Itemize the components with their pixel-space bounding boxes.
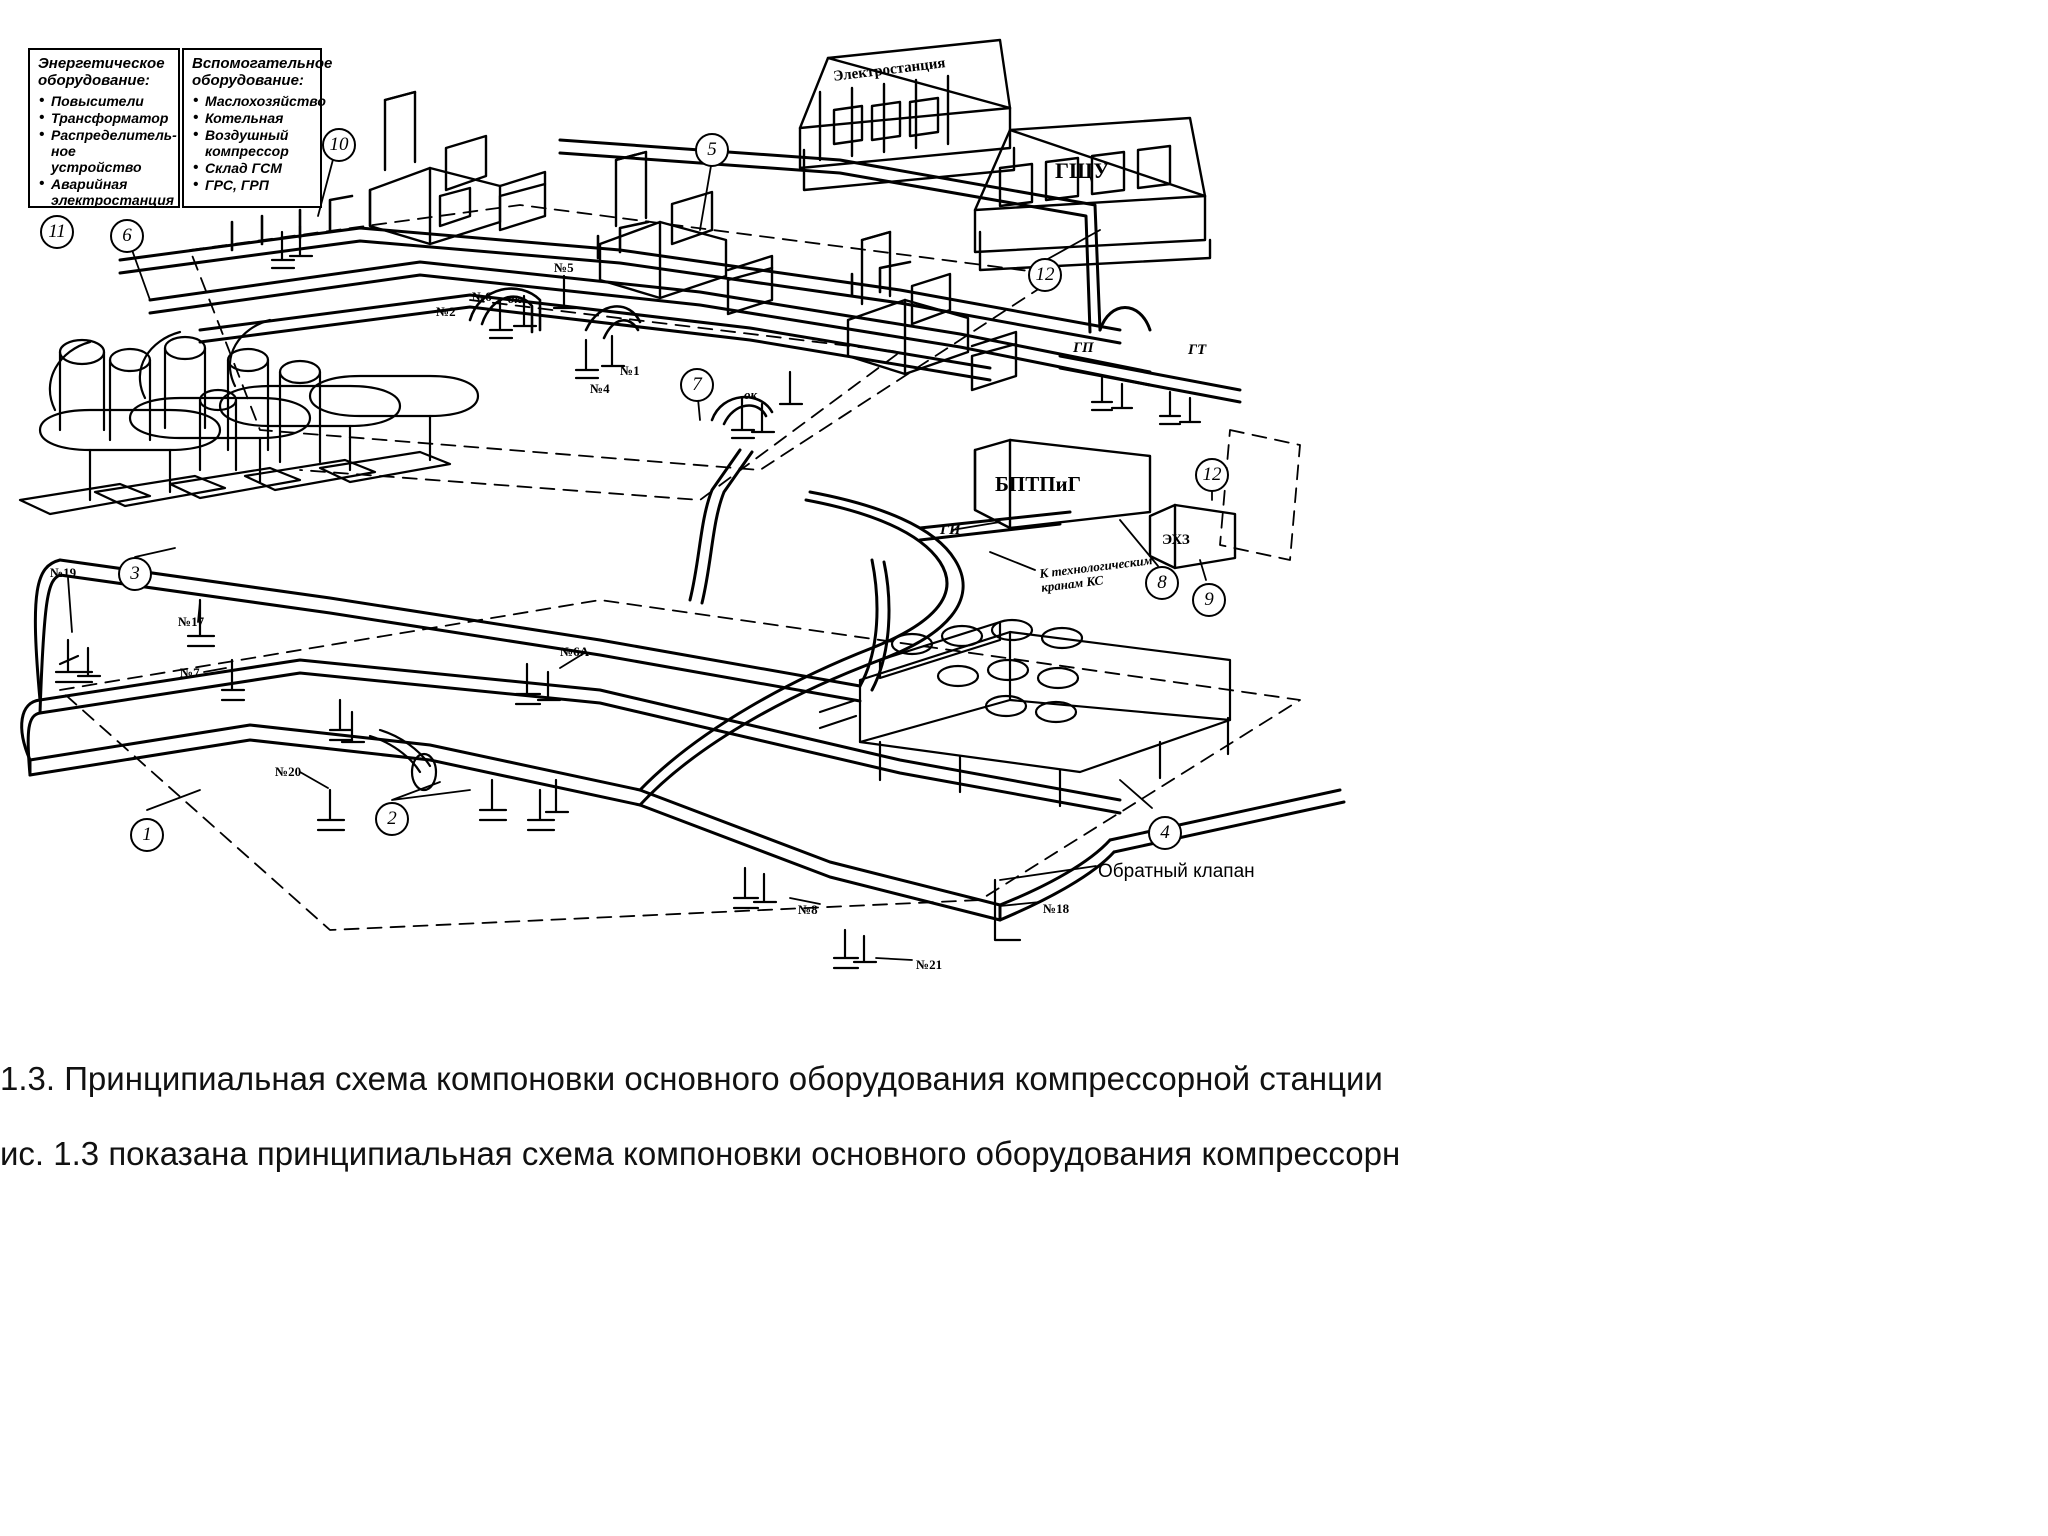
valve-label-18: №18: [1043, 901, 1070, 916]
valve-label-8: №8: [798, 902, 818, 917]
callout-11: 11: [40, 215, 74, 249]
valve-label-6: №6: [472, 289, 492, 304]
legend-aux-item-3: • Склад ГСМ: [192, 160, 312, 176]
legend-aux-items: [192, 92, 326, 194]
figure-caption: 1.3. Принципиальная схема компоновки основного оборудования компрессорной станции: [0, 1060, 1383, 1097]
valve-label-7: №7: [180, 665, 200, 680]
building-label-eho: ЭХЗ: [1162, 532, 1190, 548]
valve-label-19: №19: [50, 565, 77, 580]
legend-energy-items: [38, 92, 177, 209]
legend-aux-item-0: • Маслохозяйство: [192, 93, 312, 109]
caption-block: [0, 1058, 2048, 1175]
valve-label-17: №17: [178, 614, 205, 629]
legend-aux-item-2: • Воздушный компрессор: [192, 127, 312, 159]
callout-3: 3: [118, 557, 152, 591]
annotation-gt: ГТ: [1188, 342, 1207, 358]
annotation-to-process-cranes: К технологическим кранам КС: [1038, 552, 1154, 596]
annotation-gi: ГИ: [940, 522, 961, 538]
annotation-gp: ГП: [1073, 340, 1094, 356]
callout-1: 1: [130, 818, 164, 852]
valve-label-5: №5: [554, 260, 574, 275]
valve-label-1: №1: [620, 363, 640, 378]
building-label-bpping: БПТПиГ: [995, 472, 1082, 496]
callout-9: 9: [1192, 583, 1226, 617]
valve-label-6a: №6А: [560, 644, 589, 659]
legend-aux-title: Вспомогательное оборудование:: [192, 55, 333, 89]
legend-aux-item-1: • Котельная: [192, 110, 312, 126]
valve-label-21: №21: [916, 957, 943, 972]
legend-energy-item-1: • Трансформатор: [38, 110, 170, 126]
callout-2: 2: [375, 802, 409, 836]
legend-energy-item-2: • Распределитель- ное устройство: [38, 127, 170, 175]
legend-energy-item-0: • Повысители: [38, 93, 170, 109]
callout-12-second: 12: [1195, 458, 1229, 492]
legend-aux-item-4: • ГРС, ГРП: [192, 177, 312, 193]
callout-8: 8: [1145, 566, 1179, 600]
check-valve-label-ok-2: ок: [744, 387, 758, 402]
valve-label-4: №4: [590, 381, 610, 396]
annotation-check-valve: Обратный клапан: [1098, 861, 1255, 882]
callout-12: 12: [1028, 258, 1062, 292]
callout-5: 5: [695, 133, 729, 167]
check-valve-label-ok-1: ок: [508, 291, 522, 306]
body-paragraph: ис. 1.3 показана принципиальная схема компоновки основного оборудования компрессорн: [0, 1135, 1401, 1173]
legend-auxiliary-equipment: [182, 48, 333, 208]
callout-10: 10: [322, 128, 356, 162]
building-label-electrostation: Электростанция: [832, 55, 947, 85]
building-label-gpu: ГЩУ: [1055, 158, 1110, 183]
legend-energy-title: Энергетическое оборудование:: [38, 55, 165, 89]
legend-energy-item-3: • Аварийная электростанция: [38, 176, 170, 208]
legend-energy-equipment: [28, 48, 180, 208]
valve-label-20: №20: [275, 764, 302, 779]
valve-label-2: №2: [436, 304, 456, 319]
callout-4: 4: [1148, 816, 1182, 850]
callout-6: 6: [110, 219, 144, 253]
callout-7: 7: [680, 368, 714, 402]
